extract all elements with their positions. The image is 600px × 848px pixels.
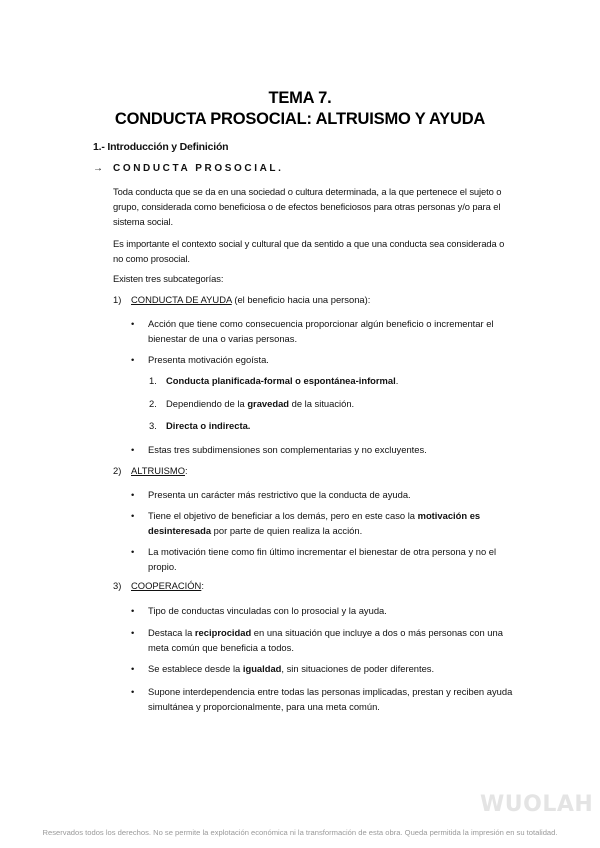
bullet-icon: • xyxy=(131,627,135,638)
paragraph-definition: Toda conducta que se da en una sociedad o cultura determinada, a la que pertenece el sujeto o grupo, considerada como beneficiosa o de efectos beneficiosos para otras personas y/o para el sistema social. xyxy=(113,186,502,227)
list-item: • La motivación tiene como fin último incrementar el bienestar de otra persona y no el propio. xyxy=(131,546,497,572)
subsection-heading xyxy=(93,163,284,174)
subsection-label: CONDUCTA PROSOCIAL. xyxy=(113,163,284,174)
bullet-icon: • xyxy=(131,489,135,500)
bullet-icon: • xyxy=(131,605,135,616)
wuolah-logo: WUOLAH xyxy=(480,792,594,817)
numbered-item: 1. Conducta planificada-formal o espontánea-informal. xyxy=(149,375,399,386)
bullet-icon: • xyxy=(131,318,135,329)
bullet-icon: • xyxy=(131,354,135,365)
copyright-footer: Reservados todos los derechos. No se permite la explotación económica ni la transformación de esta obra. Queda permitida la impresión en su totalidad. xyxy=(42,828,558,837)
category-heading-cooperacion: 3) COOPERACIÓN: xyxy=(113,580,204,591)
numbered-item: 2. Dependiendo de la gravedad de la situación. xyxy=(149,398,355,409)
document-title: CONDUCTA PROSOCIAL: ALTRUISMO Y AYUDA xyxy=(114,110,486,128)
list-item: • Presenta motivación egoísta. xyxy=(131,354,269,365)
list-item: • Se establece desde la igualdad, sin situaciones de poder diferentes. xyxy=(131,663,435,674)
section-heading: 1.- Introducción y Definición xyxy=(93,141,229,153)
list-item: • Tipo de conductas vinculadas con lo prosocial y la ayuda. xyxy=(131,605,387,616)
bullet-icon: • xyxy=(131,546,135,557)
list-item: • Tiene el objetivo de beneficiar a los demás, pero en este caso la motivación es desinteresada por parte de quien realiza la acción. xyxy=(131,510,481,536)
list-item: • Acción que tiene como consecuencia proporcionar algún beneficio o incrementar el bienestar de una o varias personas. xyxy=(131,318,494,344)
arrow-right-icon: → xyxy=(93,163,103,174)
list-item: • Presenta un carácter más restrictivo que la conducta de ayuda. xyxy=(131,489,411,500)
bullet-icon: • xyxy=(131,510,135,521)
bullet-icon: • xyxy=(131,444,135,455)
topic-number: TEMA 7. xyxy=(268,89,332,107)
category-heading-ayuda: 1) CONDUCTA DE AYUDA (el beneficio hacia una persona): xyxy=(113,294,371,305)
category-heading-altruismo: 2) ALTRUISMO: xyxy=(113,465,188,476)
list-item: • Supone interdependencia entre todas las personas implicadas, prestan y reciben ayuda simultánea y proporcionalmente, para una meta común. xyxy=(131,686,513,712)
numbered-item: 3. Directa o indirecta. xyxy=(149,420,251,431)
paragraph-context: Es importante el contexto social y cultural que da sentido a que una conducta sea considerada o no como prosocial. xyxy=(113,238,505,264)
bullet-icon: • xyxy=(131,663,135,674)
paragraph-subcategories: Existen tres subcategorías: xyxy=(113,273,224,284)
list-item: • Destaca la reciprocidad en una situación que incluye a dos o más personas con una meta común que beneficia a todos. xyxy=(131,627,503,653)
list-item: • Estas tres subdimensiones son complementarias y no excluyentes. xyxy=(131,444,427,455)
bullet-icon: • xyxy=(131,686,135,697)
